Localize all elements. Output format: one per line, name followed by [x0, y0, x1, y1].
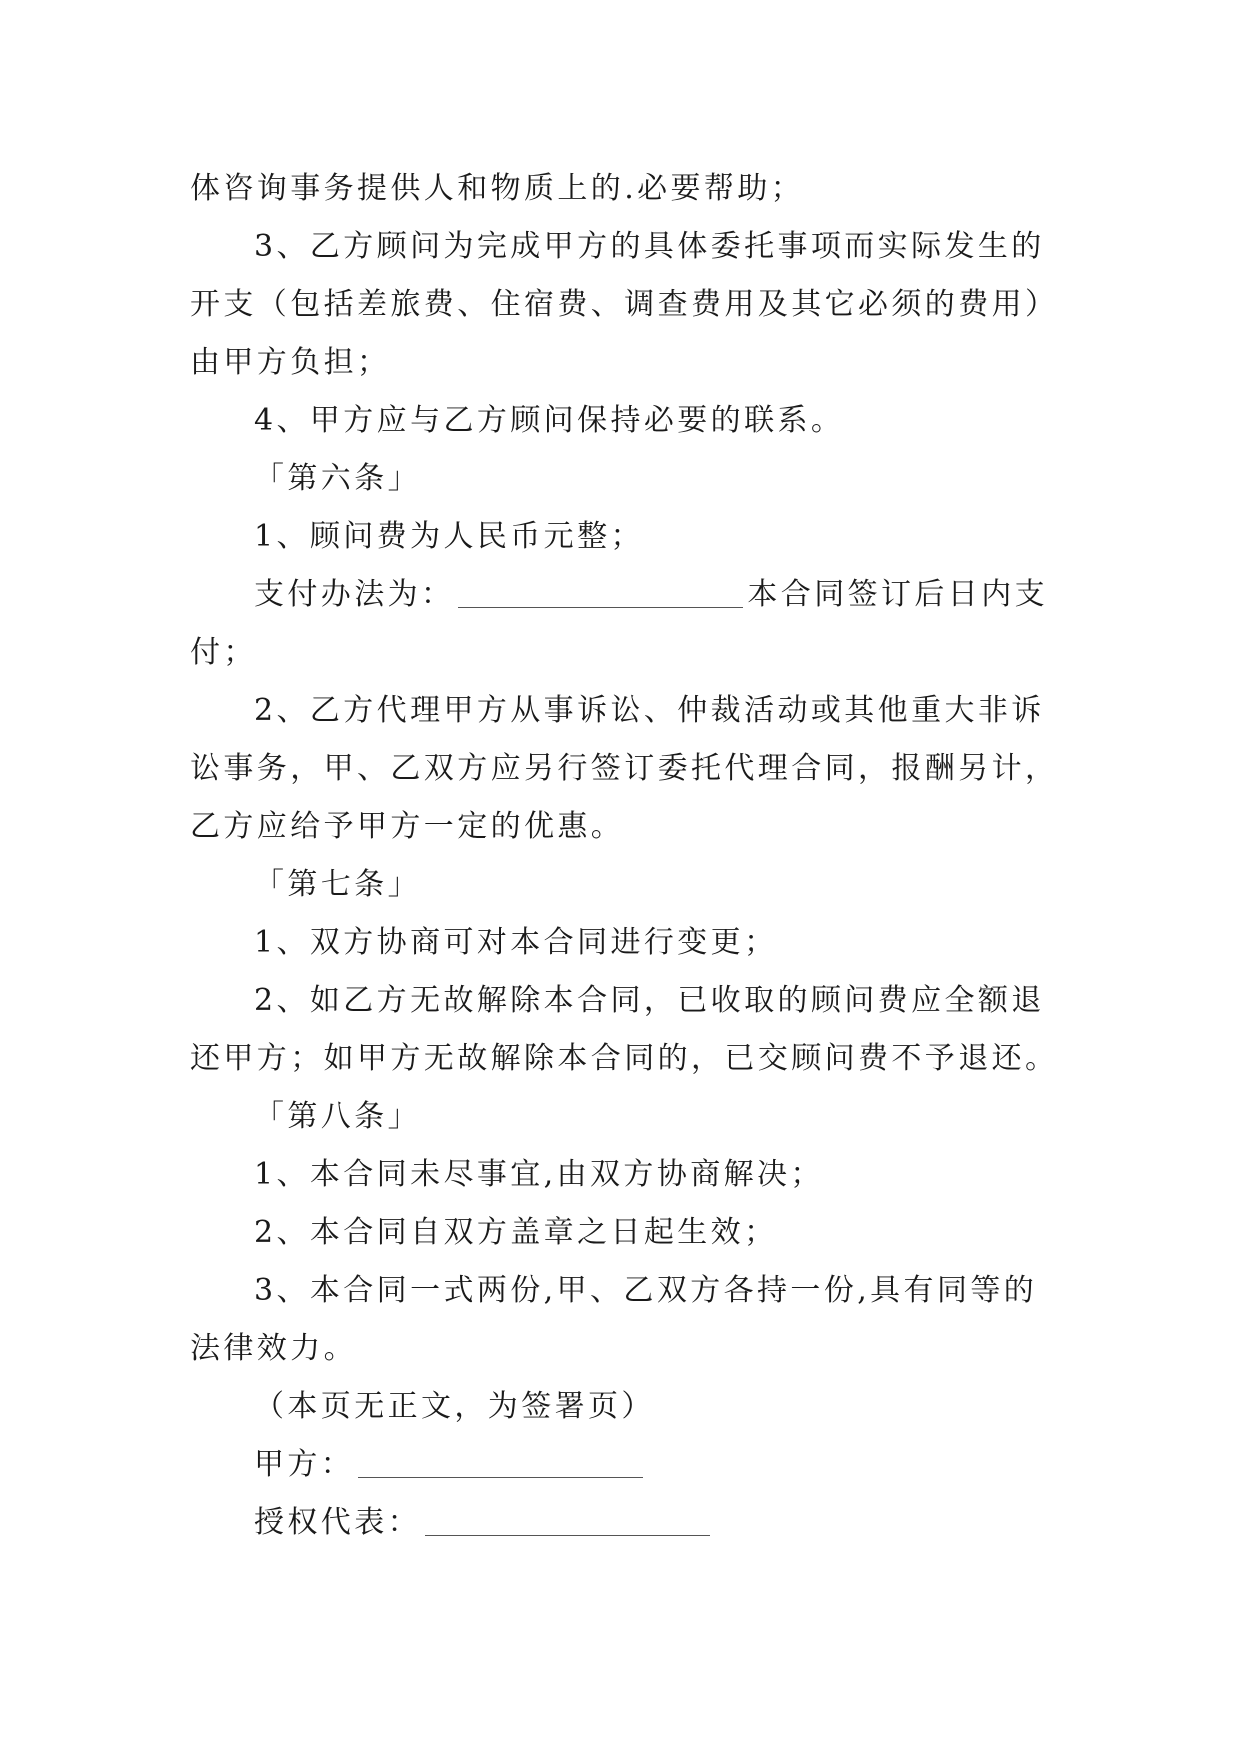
paragraph-line: 还甲方；如甲方无故解除本合同的，已交顾问费不予退还。: [190, 1041, 1059, 1076]
article-8-heading: 「第八条」: [254, 1099, 421, 1134]
paragraph-line: 乙方应给予甲方一定的优惠。: [190, 809, 625, 844]
paragraph-line: 体咨询事务提供人和物质上的.必要帮助；: [190, 171, 805, 206]
representative-blank[interactable]: [425, 1505, 710, 1536]
clause-8-2: 2、本合同自双方盖章之日起生效；: [254, 1215, 778, 1250]
party-a-line: [190, 1436, 1070, 1494]
document-body: [190, 160, 1070, 1552]
party-a-blank[interactable]: [358, 1447, 643, 1478]
clause-8-3: 3、本合同一式两份,甲、乙双方各持一份,具有同等的: [254, 1273, 1038, 1308]
party-a-label: 甲方：: [254, 1447, 355, 1482]
signature-page-note: （本页无正文，为签署页）: [254, 1389, 655, 1424]
clause-6-1: 1、顾问费为人民币元整；: [254, 519, 644, 554]
clause-7-1: 1、双方协商可对本合同进行变更；: [254, 925, 778, 960]
paragraph-line: 由甲方负担；: [190, 345, 391, 380]
clause-5-3: 3、乙方顾问为完成甲方的具体委托事项而实际发生的: [254, 229, 1045, 264]
paragraph-line: 法律效力。: [190, 1331, 357, 1366]
clause-8-1: 1、本合同未尽事宜,由双方协商解决；: [254, 1157, 824, 1192]
article-6-heading: 「第六条」: [254, 461, 421, 496]
article-7-heading: 「第七条」: [254, 867, 421, 902]
payment-method-line: [190, 566, 1070, 624]
payment-method-blank[interactable]: [458, 577, 743, 608]
paragraph-line: 付；: [190, 635, 257, 670]
payment-method-label: 支付办法为：: [254, 577, 455, 612]
paragraph-line: 讼事务，甲、乙双方应另行签订委托代理合同，报酬另计，: [190, 751, 1059, 786]
clause-5-4: 4、甲方应与乙方顾问保持必要的联系。: [254, 403, 845, 438]
clause-7-2: 2、如乙方无故解除本合同，已收取的顾问费应全额退: [254, 983, 1045, 1018]
paragraph-line: 开支（包括差旅费、住宿费、调查费用及其它必须的费用）: [190, 287, 1059, 322]
clause-6-2: 2、乙方代理甲方从事诉讼、仲裁活动或其他重大非诉: [254, 693, 1045, 728]
payment-method-tail: 本合同签订后日内支: [747, 577, 1049, 612]
representative-line: [190, 1494, 1070, 1552]
representative-label: 授权代表：: [254, 1505, 421, 1540]
